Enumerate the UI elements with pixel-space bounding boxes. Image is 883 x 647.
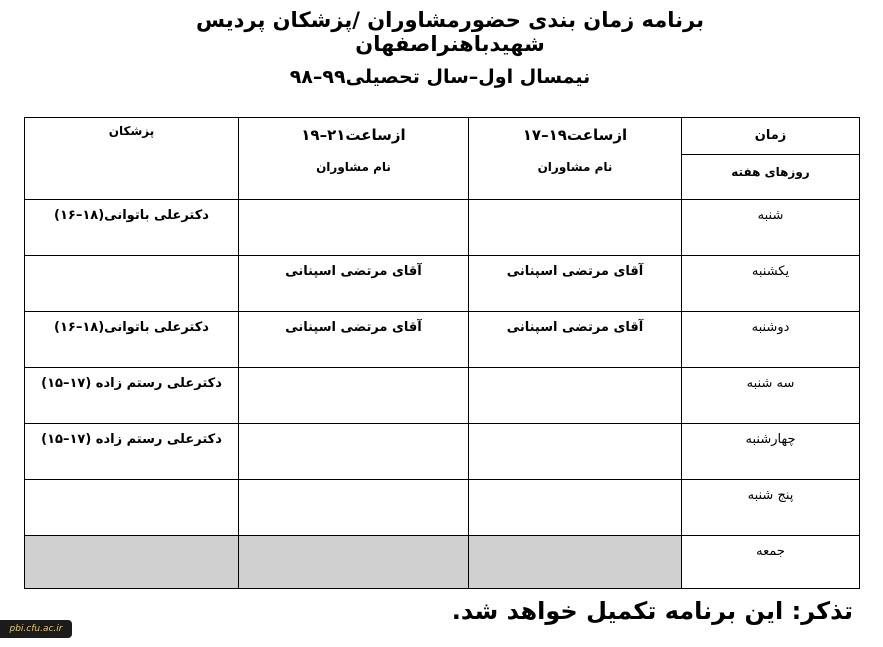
slot1-cell [469,200,682,256]
table-header-row [25,118,860,200]
doctor-cell [25,480,239,536]
schedule-table [24,117,860,589]
slot2-cell [239,368,469,424]
day-cell: چهارشنبه [682,424,860,480]
slot2-cell [239,424,469,480]
slot2-cell [239,536,469,589]
day-cell: پنج شنبه [682,480,860,536]
header-slot1-label: ازساعت۱۹–۱۷ [522,126,628,144]
page-title: برنامه زمان بندی حضورمشاوران /پزشکان پردیس شهیدباهنراصفهان [196,8,704,56]
table-row [25,536,860,589]
doctor-cell: دکترعلی رستم زاده (۱۷–۱۵) [25,368,239,424]
slot1-cell [469,368,682,424]
header-doctors-cell [25,118,239,200]
page-subtitle: نیمسال اول–سال تحصیلی۹۹–۹۸ [289,66,591,88]
header-slot1-sub: نام مشاوران [537,160,613,174]
doctor-cell: دکترعلی باتوانی(۱۸–۱۶) [25,200,239,256]
table-row [25,312,860,368]
header-doctors-label: پزشکان [108,124,155,138]
table-row [25,424,860,480]
header-time-label: زمان [682,118,859,155]
day-cell: دوشنبه [682,312,860,368]
doctor-cell: دکترعلی رستم زاده (۱۷–۱۵) [25,424,239,480]
header-day-cell [682,118,860,200]
slot1-cell: آقای مرتضی اسپنانی [469,312,682,368]
slot2-cell: آقای مرتضی اسپنانی [239,256,469,312]
header-slot1-cell [469,118,682,200]
slot1-cell [469,480,682,536]
doctor-cell [25,536,239,589]
doctor-cell [25,256,239,312]
table-row [25,480,860,536]
slot1-cell: آقای مرتضی اسپنانی [469,256,682,312]
site-watermark: pbi.cfu.ac.ir [0,620,72,638]
day-cell: جمعه [682,536,860,589]
slot2-cell [239,480,469,536]
header-slot2-label: ازساعت۲۱–۱۹ [301,126,406,144]
reminder-note: تذکر: این برنامه تکمیل خواهد شد. [451,597,853,625]
slot1-cell [469,424,682,480]
slot1-cell [469,536,682,589]
table-row [25,368,860,424]
day-cell: شنبه [682,200,860,256]
header-slot2-sub: نام مشاوران [316,160,391,174]
slot2-cell: آقای مرتضی اسپنانی [239,312,469,368]
day-cell: سه شنبه [682,368,860,424]
doctor-cell: دکترعلی باتوانی(۱۸–۱۶) [25,312,239,368]
day-cell: یکشنبه [682,256,860,312]
header-weekday-label: روزهای هفته [731,165,810,179]
table-row [25,256,860,312]
header-slot2-cell [239,118,469,200]
slot2-cell [239,200,469,256]
table-row [25,200,860,256]
